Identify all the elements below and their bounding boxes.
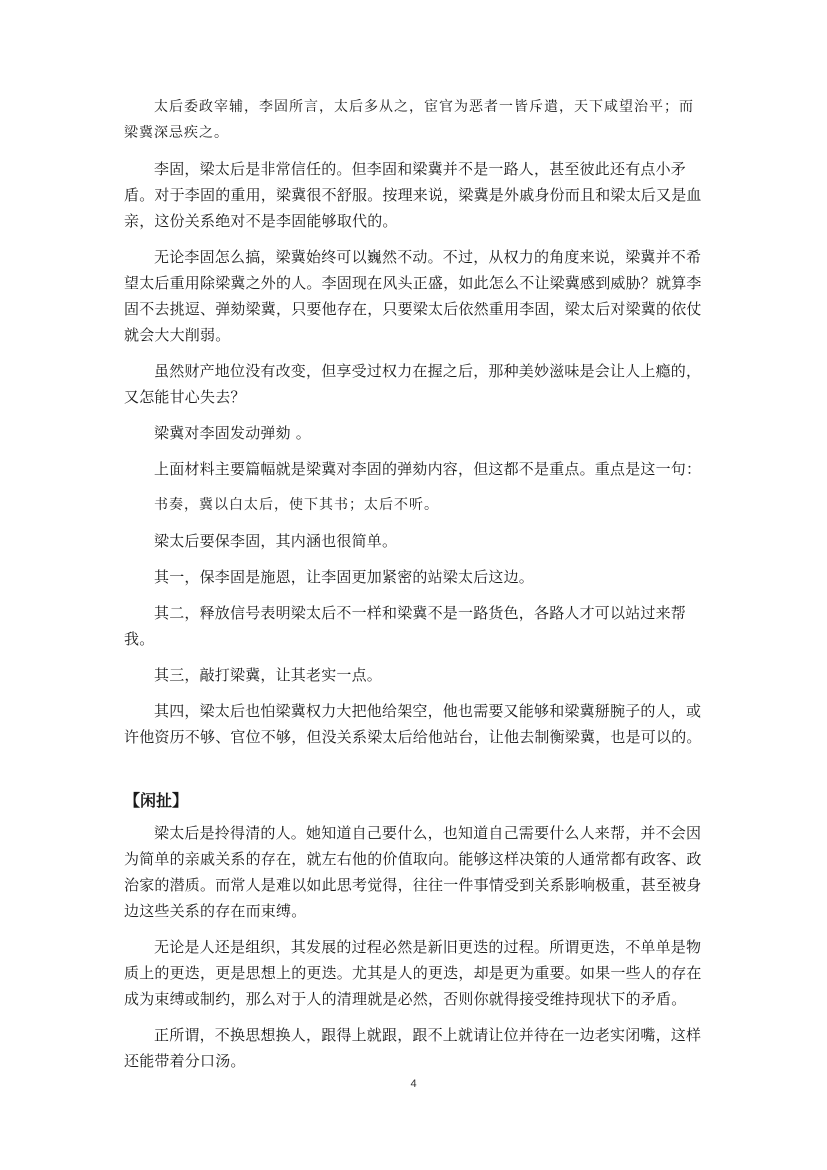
body-paragraph: 梁太后是拎得清的人。她知道自己要什么，也知道自己需要什么人来帮，并不会因为简单的亲戚关系的存在，就左右他的价值取向。能够这样决策的人通常都有政客、政治家的潜质。而常人是难以如此思考觉得，往往一件事情受到关系影响极重，甚至被身边这些关系的存在而束缚。 [124, 824, 702, 920]
body-paragraph: 其一，保李固是施恩，让李固更加紧密的站梁太后这边。 [154, 568, 535, 586]
page-content [124, 94, 704, 1084]
body-paragraph: 正所谓，不换思想换人，跟得上就跟，跟不上就请让位并待在一边老实闭嘴，这样还能带着分口汤。 [124, 1026, 702, 1070]
text-block-bottom [124, 820, 704, 1074]
body-paragraph: 其三，敲打梁冀，让其老实一点。 [154, 666, 383, 684]
text-block-top [124, 94, 704, 750]
body-paragraph: 虽然财产地位没有改变，但享受过权力在握之后，那种美妙滋味是会让人上瘾的，又怎能甘心失去？ [124, 362, 702, 406]
body-paragraph: 无论是人还是组织，其发展的过程必然是新旧更迭的过程。所谓更迭，不单单是物质上的更迭，更是思想上的更迭。尤其是人的更迭，却是更为重要。如果一些人的存在成为束缚或制约，那么对于人的清理就是必然，否则你就得接受维持现状下的矛盾。 [124, 938, 702, 1008]
quoted-passage: 太后委政宰辅，李固所言，太后多从之，宦官为恶者一皆斥遣，天下咸望治平；而梁冀深忌疾之。 [124, 99, 694, 141]
section-heading: 【闲扯】 [124, 791, 189, 810]
quoted-passage: 书奏，冀以白太后，使下其书；太后不听。 [154, 497, 439, 513]
body-paragraph: 梁太后要保李固，其内涵也很简单。 [154, 532, 398, 550]
page-number: 4 [410, 1078, 417, 1090]
body-paragraph: 其二，释放信号表明梁太后不一样和梁冀不是一路货色，各路人才可以站过来帮我。 [124, 604, 687, 648]
body-paragraph: 其四，梁太后也怕梁冀权力大把他给架空，他也需要又能够和梁冀掰腕子的人，或许他资历不够、官位不够，但没关系梁太后给他站台，让他去制衡梁冀，也是可以的。 [124, 702, 702, 746]
body-paragraph: 上面材料主要篇幅就是梁冀对李固的弹劾内容，但这都不是重点。重点是这一句： [154, 460, 702, 478]
body-paragraph: 梁冀对李固发动弹劾 。 [154, 424, 311, 442]
body-paragraph: 李固，梁太后是非常信任的。但李固和梁冀并不是一路人，甚至彼此还有点小矛盾。对于李固的重用，梁冀很不舒服。按理来说，梁冀是外戚身份而且和梁太后又是血亲，这份关系绝对不是李固能够取代的。 [124, 160, 702, 230]
body-paragraph: 无论李固怎么搞，梁冀始终可以巍然不动。不过，从权力的角度来说，梁冀并不希望太后重用除梁冀之外的人。李固现在风头正盛，如此怎么不让梁冀感到威胁？就算李固不去挑逗、弹劾梁冀，只要他存在，只要梁太后依然重用李固，梁太后对梁冀的依仗就会大大削弱。 [124, 248, 702, 344]
section-gap [124, 760, 704, 788]
